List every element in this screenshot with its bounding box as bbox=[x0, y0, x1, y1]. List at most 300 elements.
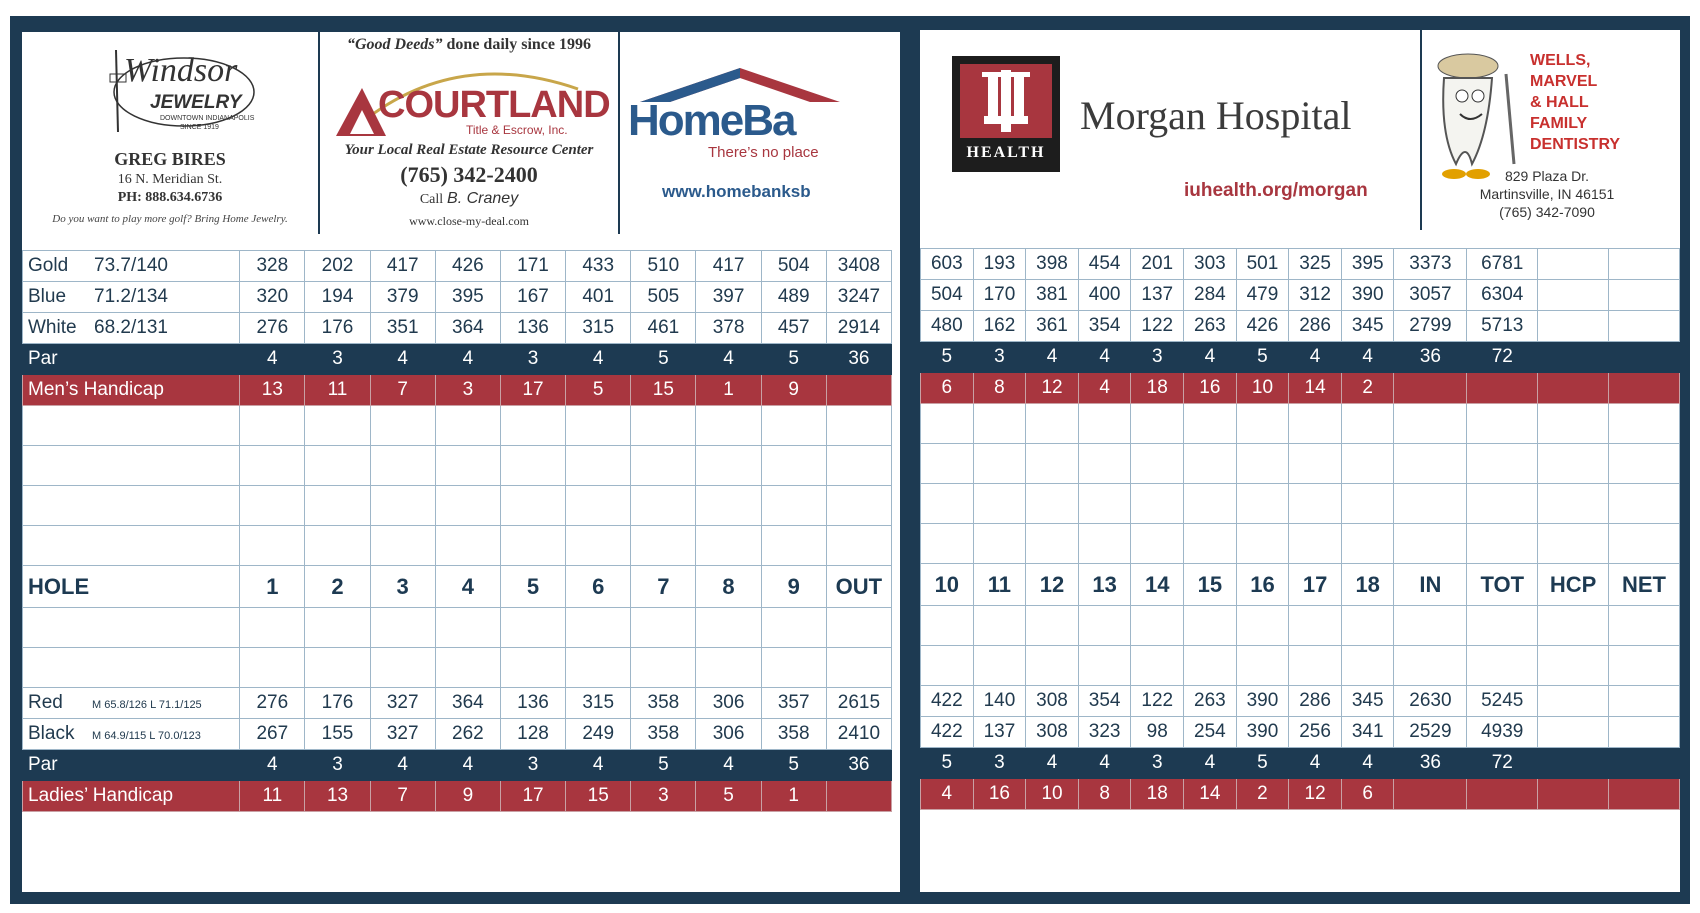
score-entry-cell[interactable] bbox=[1609, 646, 1680, 686]
empty-cell bbox=[1609, 373, 1680, 404]
empty-cell bbox=[1467, 373, 1538, 404]
score-entry-cell[interactable] bbox=[1026, 524, 1079, 564]
score-entry-cell[interactable] bbox=[1236, 444, 1289, 484]
score-entry-cell[interactable] bbox=[826, 648, 891, 688]
empty-cell bbox=[1609, 342, 1680, 373]
score-entry-cell[interactable] bbox=[240, 446, 305, 486]
score-entry-cell[interactable] bbox=[500, 526, 565, 566]
score-entry-cell[interactable] bbox=[761, 648, 826, 688]
score-entry-cell[interactable] bbox=[696, 446, 761, 486]
score-entry-cell[interactable] bbox=[973, 484, 1026, 524]
score-entry-cell[interactable] bbox=[1289, 646, 1342, 686]
score-entry-cell[interactable] bbox=[566, 526, 631, 566]
score-entry-cell[interactable] bbox=[1538, 606, 1609, 646]
score-entry-cell[interactable] bbox=[826, 608, 891, 648]
score-entry-cell[interactable] bbox=[1236, 646, 1289, 686]
score-entry-cell[interactable] bbox=[370, 526, 435, 566]
score-entry-cell[interactable] bbox=[826, 446, 891, 486]
ladies-handicap-row bbox=[23, 781, 892, 812]
score-entry-cell[interactable] bbox=[305, 446, 370, 486]
hole-8-cell: 306 bbox=[696, 719, 761, 750]
windsor-logo-sub2: SINCE 1919 bbox=[180, 124, 219, 131]
hole-2-cell: 16 bbox=[973, 779, 1026, 810]
player-name-cell[interactable] bbox=[23, 486, 240, 526]
ad-homebank bbox=[620, 32, 900, 234]
score-entry-cell[interactable] bbox=[1184, 606, 1237, 646]
score-entry-cell[interactable] bbox=[1289, 524, 1342, 564]
score-entry-cell[interactable] bbox=[1394, 484, 1467, 524]
hole-2-cell: 11 bbox=[973, 564, 1026, 606]
score-entry-cell[interactable] bbox=[921, 606, 974, 646]
dentistry-name bbox=[1530, 50, 1620, 155]
tot-total-cell: 6304 bbox=[1467, 280, 1538, 311]
tee-row-back bbox=[921, 249, 1680, 280]
hole-2-cell: 202 bbox=[305, 251, 370, 282]
score-entry-cell[interactable] bbox=[1026, 404, 1079, 444]
iu-health-label: HEALTH bbox=[966, 144, 1046, 161]
score-entry-cell[interactable] bbox=[761, 406, 826, 446]
score-entry-cell[interactable] bbox=[1467, 484, 1538, 524]
hole-5-cell: 18 bbox=[1131, 779, 1184, 810]
hole-7-cell: 390 bbox=[1236, 717, 1289, 748]
score-entry-cell[interactable] bbox=[1236, 524, 1289, 564]
score-entry-cell[interactable] bbox=[1538, 646, 1609, 686]
score-entry-cell[interactable] bbox=[1184, 444, 1237, 484]
hole-3-cell: 10 bbox=[1026, 779, 1079, 810]
hole-2-cell: 176 bbox=[305, 688, 370, 719]
score-entry-cell[interactable] bbox=[1078, 606, 1131, 646]
score-entry-cell[interactable] bbox=[1184, 484, 1237, 524]
player-name-cell[interactable] bbox=[23, 446, 240, 486]
score-entry-cell[interactable] bbox=[826, 526, 891, 566]
player-score-row bbox=[921, 404, 1680, 444]
score-entry-cell[interactable] bbox=[435, 608, 500, 648]
score-entry-cell[interactable] bbox=[305, 648, 370, 688]
score-entry-cell[interactable] bbox=[1184, 646, 1237, 686]
hole-1-cell: 276 bbox=[240, 313, 305, 344]
tee-rating: 68.2/131 bbox=[94, 317, 168, 338]
hole-3-cell: 327 bbox=[370, 688, 435, 719]
score-entry-cell[interactable] bbox=[1026, 606, 1079, 646]
tot-total-cell: 5245 bbox=[1467, 686, 1538, 717]
tee-row-white bbox=[23, 313, 892, 344]
hole-7-cell: 5 bbox=[631, 344, 696, 375]
score-entry-cell[interactable] bbox=[1341, 606, 1394, 646]
tee-rating: M 65.8/126 L 71.1/125 bbox=[92, 699, 202, 711]
score-entry-cell[interactable] bbox=[566, 446, 631, 486]
player-name-cell[interactable] bbox=[23, 608, 240, 648]
net-cell[interactable] bbox=[1609, 280, 1680, 311]
score-entry-cell[interactable] bbox=[921, 646, 974, 686]
player-score-row bbox=[921, 646, 1680, 686]
hole-6-cell: 6 bbox=[566, 566, 631, 608]
hole-3-cell: 4 bbox=[370, 750, 435, 781]
score-entry-cell[interactable] bbox=[500, 486, 565, 526]
ladies-handicap-row-back bbox=[921, 779, 1680, 810]
hole-1-cell: 422 bbox=[921, 717, 974, 748]
score-entry-cell[interactable] bbox=[696, 526, 761, 566]
player-name-cell[interactable] bbox=[23, 648, 240, 688]
hole-2-cell: 170 bbox=[973, 280, 1026, 311]
hole-5-cell: 167 bbox=[500, 282, 565, 313]
score-entry-cell[interactable] bbox=[566, 406, 631, 446]
score-entry-cell[interactable] bbox=[1078, 524, 1131, 564]
hole-5-cell: 137 bbox=[1131, 280, 1184, 311]
score-entry-cell[interactable] bbox=[1131, 524, 1184, 564]
tee-row-back bbox=[921, 686, 1680, 717]
score-entry-cell[interactable] bbox=[1538, 404, 1609, 444]
hole-2-cell: 3 bbox=[305, 750, 370, 781]
score-entry-cell[interactable] bbox=[631, 648, 696, 688]
hole-9-cell: 358 bbox=[761, 719, 826, 750]
hole-5-cell: 17 bbox=[500, 375, 565, 406]
tee-rating: M 64.9/115 L 70.0/123 bbox=[92, 730, 201, 742]
hole-9-cell: 2 bbox=[1341, 373, 1394, 404]
score-entry-cell[interactable] bbox=[1078, 404, 1131, 444]
score-entry-cell[interactable] bbox=[973, 606, 1026, 646]
score-entry-cell[interactable] bbox=[1609, 524, 1680, 564]
hole-4-cell: 354 bbox=[1078, 311, 1131, 342]
score-entry-cell[interactable] bbox=[761, 608, 826, 648]
hole-6-cell: 303 bbox=[1184, 249, 1237, 280]
hole-1-cell: 267 bbox=[240, 719, 305, 750]
score-entry-cell[interactable] bbox=[1538, 444, 1609, 484]
hole-3-cell: 327 bbox=[370, 719, 435, 750]
score-entry-cell[interactable] bbox=[1131, 404, 1184, 444]
score-entry-cell[interactable] bbox=[435, 486, 500, 526]
score-entry-cell[interactable] bbox=[1609, 484, 1680, 524]
hole-2-cell: 13 bbox=[305, 781, 370, 812]
hole-3-cell: 12 bbox=[1026, 564, 1079, 606]
hole-5-cell: 14 bbox=[1131, 564, 1184, 606]
hole-8-cell: 17 bbox=[1289, 564, 1342, 606]
score-entry-cell[interactable] bbox=[973, 444, 1026, 484]
hole-3-cell: 7 bbox=[370, 781, 435, 812]
hole-4-cell: 9 bbox=[435, 781, 500, 812]
morgan-web[interactable]: iuhealth.org/morgan bbox=[1184, 180, 1368, 201]
net-cell[interactable] bbox=[1609, 311, 1680, 342]
score-entry-cell[interactable] bbox=[1394, 444, 1467, 484]
score-entry-cell[interactable] bbox=[696, 486, 761, 526]
hole-9-cell: 395 bbox=[1341, 249, 1394, 280]
score-entry-cell[interactable] bbox=[500, 648, 565, 688]
net-cell[interactable] bbox=[1609, 717, 1680, 748]
hole-5-cell: 128 bbox=[500, 719, 565, 750]
out-total-cell: 36 bbox=[826, 344, 891, 375]
hole-4-cell: 13 bbox=[1078, 564, 1131, 606]
hole-3-cell: 4 bbox=[370, 344, 435, 375]
score-entry-cell[interactable] bbox=[1394, 646, 1467, 686]
tee-rating: 71.2/134 bbox=[94, 286, 168, 307]
score-entry-cell[interactable] bbox=[631, 608, 696, 648]
hole-4-cell: 8 bbox=[1078, 779, 1131, 810]
score-entry-cell[interactable] bbox=[1026, 646, 1079, 686]
score-entry-cell[interactable] bbox=[500, 446, 565, 486]
in-total-cell: 2529 bbox=[1394, 717, 1467, 748]
score-entry-cell[interactable] bbox=[1609, 404, 1680, 444]
score-entry-cell[interactable] bbox=[435, 406, 500, 446]
score-entry-cell[interactable] bbox=[1538, 524, 1609, 564]
tee-name: White bbox=[28, 317, 77, 338]
player-name-cell[interactable] bbox=[23, 406, 240, 446]
hole-2-cell: 3 bbox=[973, 342, 1026, 373]
score-entry-cell[interactable] bbox=[1184, 524, 1237, 564]
hole-6-cell: 15 bbox=[1184, 564, 1237, 606]
windsor-phone: PH: 888.634.6736 bbox=[117, 190, 223, 205]
tee-row-back bbox=[921, 311, 1680, 342]
score-entry-cell[interactable] bbox=[1289, 484, 1342, 524]
hole-number-row-back bbox=[921, 564, 1680, 606]
score-entry-cell[interactable] bbox=[370, 608, 435, 648]
score-entry-cell[interactable] bbox=[1131, 646, 1184, 686]
dentistry-address1: 829 Plaza Dr. bbox=[1504, 168, 1590, 184]
hole-9-cell: 457 bbox=[761, 313, 826, 344]
hole-number-row bbox=[23, 566, 892, 608]
tee-row-back bbox=[921, 280, 1680, 311]
score-entry-cell[interactable] bbox=[1467, 646, 1538, 686]
hole-7-cell: 510 bbox=[631, 251, 696, 282]
dentistry-line3: & HALL bbox=[1530, 94, 1589, 111]
hcp-cell[interactable] bbox=[1538, 249, 1609, 280]
score-entry-cell[interactable] bbox=[240, 608, 305, 648]
tee-label bbox=[23, 719, 240, 750]
score-entry-cell[interactable] bbox=[1131, 444, 1184, 484]
courtland-header bbox=[320, 36, 618, 54]
ladies-par-row bbox=[23, 750, 892, 781]
score-entry-cell[interactable] bbox=[973, 404, 1026, 444]
score-entry-cell[interactable] bbox=[1184, 404, 1237, 444]
tot-total-cell: 5713 bbox=[1467, 311, 1538, 342]
hole-9-cell: 504 bbox=[761, 251, 826, 282]
mens-handicap-row-back bbox=[921, 373, 1680, 404]
hole-9-cell: 4 bbox=[1341, 748, 1394, 779]
score-entry-cell[interactable] bbox=[240, 526, 305, 566]
score-entry-cell[interactable] bbox=[305, 608, 370, 648]
net-cell[interactable] bbox=[1609, 686, 1680, 717]
hole-4-cell: 4 bbox=[435, 344, 500, 375]
score-entry-cell[interactable] bbox=[1289, 404, 1342, 444]
score-entry-cell[interactable] bbox=[566, 648, 631, 688]
mens-handicap-row bbox=[23, 375, 892, 406]
tee-label bbox=[23, 313, 240, 344]
hole-7-cell: 358 bbox=[631, 719, 696, 750]
score-entry-cell[interactable] bbox=[1341, 444, 1394, 484]
score-entry-cell[interactable] bbox=[240, 648, 305, 688]
hole-4-cell: 364 bbox=[435, 313, 500, 344]
hole-3-cell: 308 bbox=[1026, 686, 1079, 717]
score-entry-cell[interactable] bbox=[1236, 606, 1289, 646]
score-entry-cell[interactable] bbox=[1131, 606, 1184, 646]
score-entry-cell[interactable] bbox=[1341, 646, 1394, 686]
net-cell[interactable] bbox=[1609, 249, 1680, 280]
homebank-web[interactable]: www.homebanksb bbox=[662, 182, 811, 201]
hole-4-cell: 4 bbox=[435, 750, 500, 781]
score-entry-cell[interactable] bbox=[973, 646, 1026, 686]
hole-6-cell: 249 bbox=[566, 719, 631, 750]
hole-6-cell: 263 bbox=[1184, 311, 1237, 342]
tee-name: Black bbox=[28, 723, 75, 744]
hole-4-cell: 400 bbox=[1078, 280, 1131, 311]
score-entry-cell[interactable] bbox=[1467, 444, 1538, 484]
empty-cell bbox=[826, 781, 891, 812]
tee-row-back bbox=[921, 717, 1680, 748]
hole-1-cell: 6 bbox=[921, 373, 974, 404]
hole-9-cell: 4 bbox=[1341, 342, 1394, 373]
hole-1-cell: 4 bbox=[240, 750, 305, 781]
score-entry-cell[interactable] bbox=[240, 486, 305, 526]
score-entry-cell[interactable] bbox=[761, 446, 826, 486]
in-label: IN bbox=[1394, 564, 1467, 606]
hole-1-cell: 603 bbox=[921, 249, 974, 280]
score-entry-cell[interactable] bbox=[1538, 484, 1609, 524]
ad-morgan-hospital bbox=[920, 30, 1420, 230]
out-total-cell: 36 bbox=[826, 750, 891, 781]
score-entry-cell[interactable] bbox=[370, 446, 435, 486]
score-entry-cell[interactable] bbox=[921, 484, 974, 524]
hole-1-cell: 5 bbox=[921, 342, 974, 373]
hole-1-cell: 5 bbox=[921, 748, 974, 779]
score-entry-cell[interactable] bbox=[1609, 444, 1680, 484]
score-entry-cell[interactable] bbox=[1078, 646, 1131, 686]
score-entry-cell[interactable] bbox=[1467, 606, 1538, 646]
score-entry-cell[interactable] bbox=[1467, 524, 1538, 564]
hole-9-cell: 18 bbox=[1341, 564, 1394, 606]
tee-label bbox=[23, 688, 240, 719]
hole-3-cell: 308 bbox=[1026, 717, 1079, 748]
score-entry-cell[interactable] bbox=[973, 524, 1026, 564]
hole-7-cell: 390 bbox=[1236, 686, 1289, 717]
hole-7-cell: 479 bbox=[1236, 280, 1289, 311]
hole-1-cell: 504 bbox=[921, 280, 974, 311]
score-entry-cell[interactable] bbox=[566, 608, 631, 648]
score-entry-cell[interactable] bbox=[1026, 444, 1079, 484]
hole-9-cell: 5 bbox=[761, 750, 826, 781]
score-entry-cell[interactable] bbox=[1394, 606, 1467, 646]
score-entry-cell[interactable] bbox=[696, 648, 761, 688]
hole-6-cell: 4 bbox=[1184, 342, 1237, 373]
tee-row-red bbox=[23, 688, 892, 719]
score-entry-cell[interactable] bbox=[921, 524, 974, 564]
score-entry-cell[interactable] bbox=[1467, 404, 1538, 444]
hole-4-cell: 454 bbox=[1078, 249, 1131, 280]
hole-5-cell: 3 bbox=[1131, 342, 1184, 373]
windsor-logo-word: JEWELRY bbox=[150, 92, 242, 113]
score-entry-cell[interactable] bbox=[761, 486, 826, 526]
courtland-header-rest: done daily since 1996 bbox=[446, 36, 591, 53]
dentistry-line1: WELLS, bbox=[1530, 52, 1591, 69]
hole-4-cell: 262 bbox=[435, 719, 500, 750]
hcp-cell[interactable] bbox=[1538, 686, 1609, 717]
score-entry-cell[interactable] bbox=[305, 486, 370, 526]
player-score-row bbox=[23, 486, 892, 526]
hole-2-cell: 2 bbox=[305, 566, 370, 608]
player-name-cell[interactable] bbox=[23, 526, 240, 566]
score-entry-cell[interactable] bbox=[1341, 484, 1394, 524]
hole-8-cell: 4 bbox=[696, 344, 761, 375]
ad-dentistry bbox=[1422, 30, 1680, 230]
score-entry-cell[interactable] bbox=[1341, 524, 1394, 564]
score-entry-cell[interactable] bbox=[1236, 484, 1289, 524]
empty-cell bbox=[1538, 748, 1609, 779]
dentistry-line5: DENTISTRY bbox=[1530, 136, 1621, 153]
tee-row-black bbox=[23, 719, 892, 750]
tee-name: Blue bbox=[28, 286, 67, 307]
score-entry-cell[interactable] bbox=[1289, 606, 1342, 646]
score-entry-cell[interactable] bbox=[370, 486, 435, 526]
hole-5-cell: 122 bbox=[1131, 311, 1184, 342]
score-entry-cell[interactable] bbox=[761, 526, 826, 566]
score-entry-cell[interactable] bbox=[305, 526, 370, 566]
hole-7-cell: 2 bbox=[1236, 779, 1289, 810]
hole-8-cell: 14 bbox=[1289, 373, 1342, 404]
score-entry-cell[interactable] bbox=[500, 406, 565, 446]
score-entry-cell[interactable] bbox=[500, 608, 565, 648]
out-total-cell: 3247 bbox=[826, 282, 891, 313]
hole-5-cell: 3 bbox=[500, 750, 565, 781]
tot-total-cell: 72 bbox=[1467, 748, 1538, 779]
hole-8-cell: 286 bbox=[1289, 311, 1342, 342]
net-label: NET bbox=[1609, 564, 1680, 606]
score-entry-cell[interactable] bbox=[696, 608, 761, 648]
courtland-header-italic: “Good Deeds” bbox=[346, 36, 443, 53]
score-entry-cell[interactable] bbox=[1394, 524, 1467, 564]
back-nine-scores bbox=[920, 248, 1680, 810]
score-entry-cell[interactable] bbox=[370, 406, 435, 446]
score-entry-cell[interactable] bbox=[435, 526, 500, 566]
windsor-address: 16 N. Meridian St. bbox=[117, 172, 223, 187]
hole-7-cell: 7 bbox=[631, 566, 696, 608]
hole-7-cell: 505 bbox=[631, 282, 696, 313]
score-entry-cell[interactable] bbox=[435, 446, 500, 486]
score-entry-cell[interactable] bbox=[1394, 404, 1467, 444]
score-entry-cell[interactable] bbox=[1609, 606, 1680, 646]
score-entry-cell[interactable] bbox=[305, 406, 370, 446]
hole-7-cell: 461 bbox=[631, 313, 696, 344]
hole-4-cell: 426 bbox=[435, 251, 500, 282]
hole-8-cell: 286 bbox=[1289, 686, 1342, 717]
hole-6-cell: 315 bbox=[566, 313, 631, 344]
score-entry-cell[interactable] bbox=[696, 406, 761, 446]
score-entry-cell[interactable] bbox=[631, 486, 696, 526]
hcp-cell[interactable] bbox=[1538, 311, 1609, 342]
score-entry-cell[interactable] bbox=[631, 406, 696, 446]
score-entry-cell[interactable] bbox=[1289, 444, 1342, 484]
hcp-cell[interactable] bbox=[1538, 717, 1609, 748]
hole-1-cell: 480 bbox=[921, 311, 974, 342]
score-entry-cell[interactable] bbox=[826, 486, 891, 526]
score-entry-cell[interactable] bbox=[370, 648, 435, 688]
tee-label bbox=[23, 251, 240, 282]
score-entry-cell[interactable] bbox=[435, 648, 500, 688]
hole-1-cell: 422 bbox=[921, 686, 974, 717]
hole-4-cell: 364 bbox=[435, 688, 500, 719]
score-entry-cell[interactable] bbox=[826, 406, 891, 446]
hole-7-cell: 358 bbox=[631, 688, 696, 719]
score-entry-cell[interactable] bbox=[1236, 404, 1289, 444]
score-entry-cell[interactable] bbox=[566, 486, 631, 526]
score-entry-cell[interactable] bbox=[1131, 484, 1184, 524]
hcp-cell[interactable] bbox=[1538, 280, 1609, 311]
score-entry-cell[interactable] bbox=[1341, 404, 1394, 444]
score-entry-cell[interactable] bbox=[631, 446, 696, 486]
score-entry-cell[interactable] bbox=[921, 404, 974, 444]
score-entry-cell[interactable] bbox=[1026, 484, 1079, 524]
score-entry-cell[interactable] bbox=[631, 526, 696, 566]
score-entry-cell[interactable] bbox=[1078, 484, 1131, 524]
score-entry-cell[interactable] bbox=[240, 406, 305, 446]
score-entry-cell[interactable] bbox=[1078, 444, 1131, 484]
score-entry-cell[interactable] bbox=[921, 444, 974, 484]
